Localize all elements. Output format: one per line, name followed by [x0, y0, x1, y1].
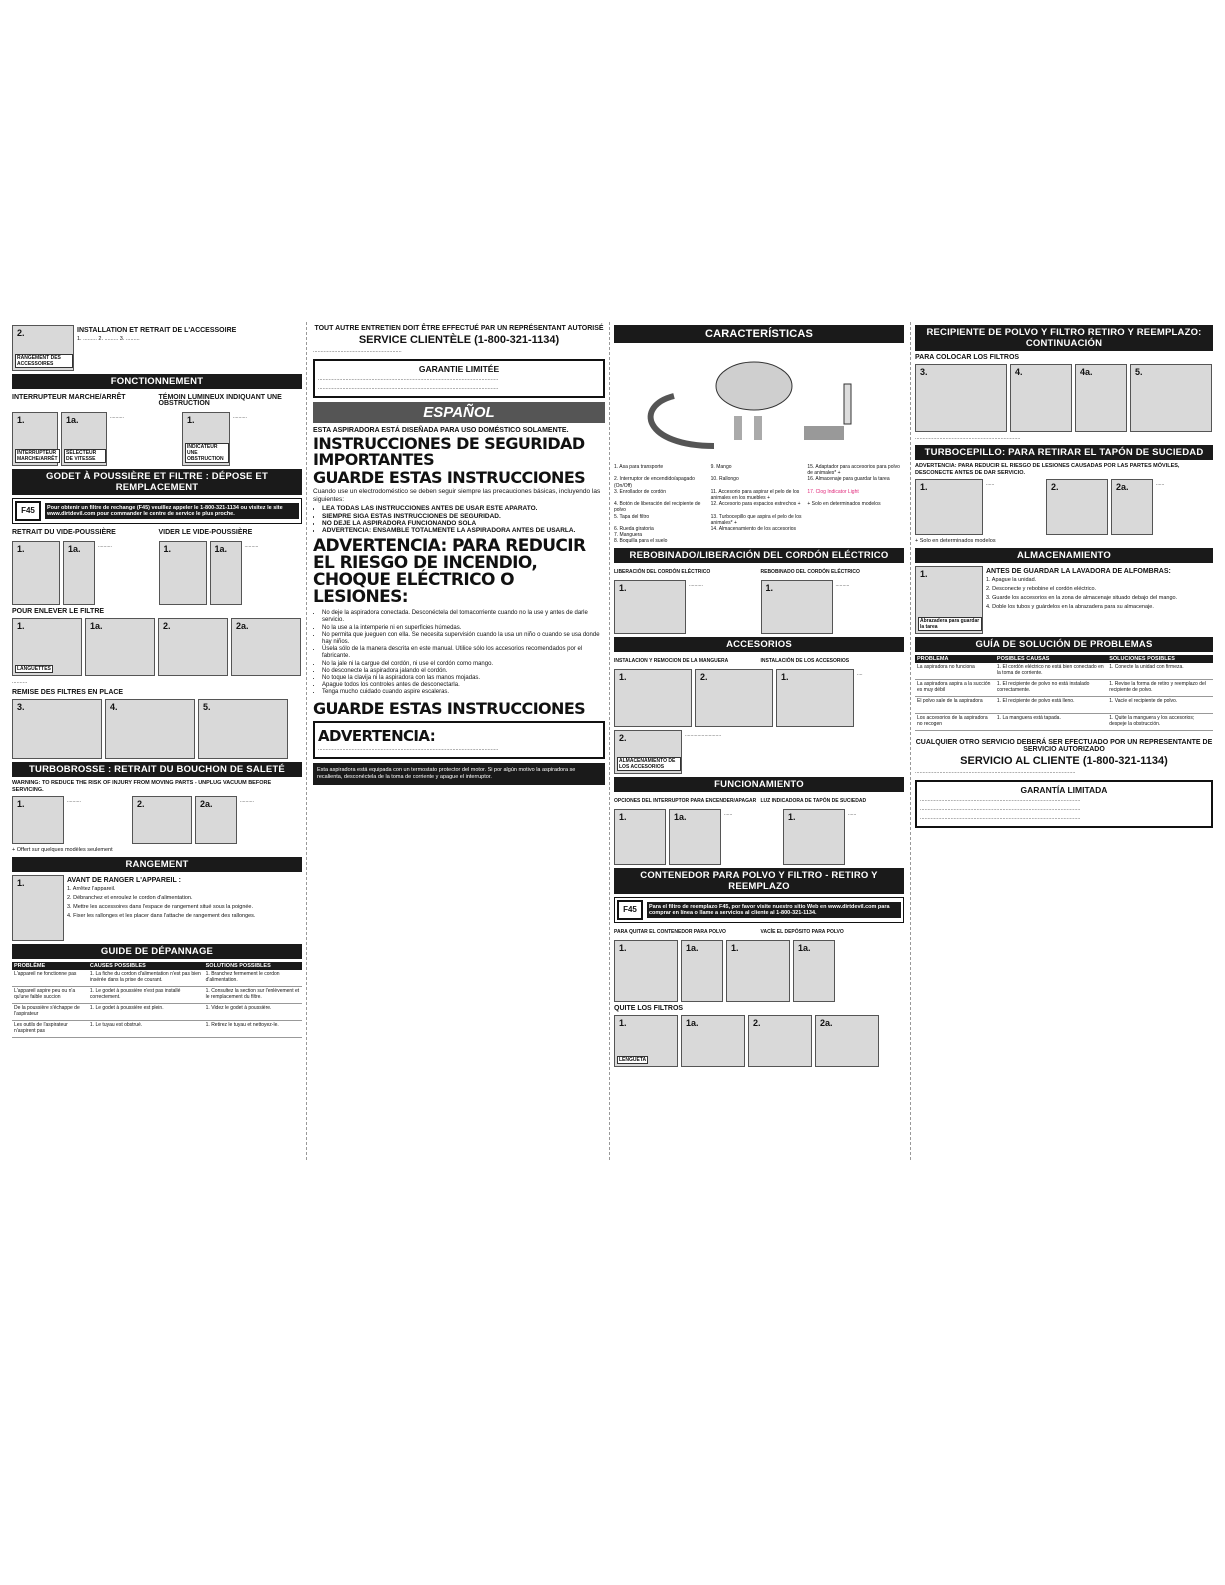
list-item: • No permita que jueguen con ella. Se necesita supervisión cuando la usa un niño o cuando se usa donde hay niños.: [322, 632, 605, 646]
section-turbobrosse: TURBOBROSSE : RETRAIT DU BOUCHON DE SALETÉ: [12, 762, 302, 777]
cord-photo: 1.: [614, 580, 686, 634]
list-item: • Apague todos los controles antes de desconectarla.: [322, 682, 605, 689]
filter-photo: 4a.: [1075, 364, 1127, 432]
section-almacenamiento: ALMACENAMIENTO: [915, 548, 1213, 563]
section-depannage: GUIDE DE DÉPANNAGE: [12, 944, 302, 959]
table-cell: La aspiradora no funciona: [915, 663, 995, 680]
table-cell: 1. Consultez la section sur l'enlèvement et le remplacement du filtre.: [204, 987, 302, 1004]
list-item: • LEA TODAS LAS INSTRUCCIONES ANTES DE USAR ESTE APARATO.: [322, 505, 605, 512]
filter-photo: 1a.: [85, 618, 155, 676]
manual-sheet: [0, 322, 1225, 1160]
section-fonctionnement: FONCTIONNEMENT: [12, 374, 302, 389]
safety-heading-2: GUARDE ESTAS INSTRUCCIONES: [313, 468, 586, 488]
service-phone: SERVICE CLIENTÈLE (1-800-321-1134): [358, 334, 560, 346]
switch-photo: 1a.: [669, 809, 721, 865]
filter-photo: 1a.: [681, 1015, 745, 1067]
filter-photo: 1. LANGUETTES: [12, 618, 82, 676]
list-item: • SIEMPRE SIGA ESTAS INSTRUCCIONES DE SEGURIDAD.: [322, 513, 605, 520]
table-row: [12, 1021, 302, 1038]
table-cell: Les outils de l'aspirateur n'aspirent pas: [12, 1021, 88, 1038]
troubleshooting-table-es: [915, 655, 1213, 731]
section-funcionamiento: FUNCIONAMIENTO: [614, 777, 904, 792]
table-row: [12, 987, 302, 1004]
section-cord: REBOBINADO/LIBERACIÓN DEL CORDÓN ELÉCTRICO: [614, 548, 904, 563]
table-cell: SOLUTIONS POSSIBLES: [204, 962, 302, 970]
fold-line: [910, 322, 911, 1160]
storage-photo: 1.: [12, 875, 64, 941]
column-spanish-features: CARACTERÍSTICAS 1. Asa para transporte 9. Mango 15. Adaptador para accesorios para polvo de animales* + 2. Interruptor de encendido/apagado (On/Off) 10. Rallongo 16. Almacenaje para guardar la tarea 3. Enrollador de cordón 11. Accesorio para aspirar el pelo de los animales en los muebles + 17. Clog Indicator Light 4. Botón de liberación del recipiente de polvo 12. Accesorio para espacios estrechos + + Solo en determinados modelos 5. Tapa del filtro 13. Turbocepillo que aspira el pelo de los animales* + 6. Rueda giratoria 14. Almacenamiento de los accesorios 7. Manguera 8. Boquilla para el suelo REBOBINADO/LIBERACIÓN DEL CORDÓN ELÉCTRICO LIBERACIÓN DEL CORDÓN ELÉCTRICO REBOBINADO DEL CORDÓN ELÉCTRICO 1. .......... 1. .......... ACCESORIOS INSTALACION Y REMOCION DE LA MANGUERA INSTALACIÓN DE LOS ACCESORIOS 1. 2. 1. .... 2. ALMACENAMIENTO DE LOS ACCESORIOS .......................... FUNCIONAMIENTO OPCIONES DEL INTERRUPTOR PARA ENCENDER/APAGAR LUZ INDICADORA DE TAPÓN DE SUCIEDAD 1. 1a. ...... 1. ...... CONTENEDOR PARA POLVO Y FILTRO - RETIRO Y REEMPLAZO F45 Para el filtro de reemplazo F45, por favor visite nuestro sitio Web en www.dirtdevil.com para comprar en línea o llame a servicios al cliente al 1-800-321-1134. PARA QUITAR EL CONTENEDOR PARA POLVO VACÍE EL DEPÓSITO PARA POLVO 1. 1a. 1. 1a. QUITE LOS FILTROS 1. LENGÜETA 1a. 2. 2a.: [614, 322, 904, 1160]
column-spanish-safety: TOUT AUTRE ENTRETIEN DOIT ÊTRE EFFECTUÉ PAR UN REPRÉSENTANT AUTORISÉ SERVICE CLIENTÈLE (1-800-321-1134) .......................................................... GARANTIE LIMITÉE ...................................................................................................................... ...................................................................................................................... ESPAÑOL ESTA ASPIRADORA ESTÁ DISEÑADA PARA USO DOMÉSTICO SOLAMENTE. INSTRUCCIONES DE SEGURIDAD IMPORTANTES GUARDE ESTAS INSTRUCCIONES Cuando use un electrodoméstico se deben seguir siempre las precauciones básicas, incluyendo las siguientes: • LEA TODAS LAS INSTRUCCIONES ANTES DE USAR ESTE APARATO. • SIEMPRE SIGA ESTAS INSTRUCCIONES DE SEGURIDAD. • NO DEJE LA ASPIRADORA FUNCIONANDO SOLA • ADVERTENCIA: ENSAMBLE TOTALMENTE LA ASPIRADORA ANTES DE USARLA. ADVERTENCIA: PARA REDUCIR EL RIESGO DE INCENDIO, CHOQUE ELÉCTRICO O LESIONES: • No deje la aspiradora conectada. Desconéctela del tomacorriente cuando no la use y antes de darle servicio. • No la use a la intemperie ni en superficies húmedas. • No permita que jueguen con ella. Se necesita supervisión cuando la usa un niño o cuando se usa donde hay niños. • Úsela sólo de la manera descrita en este manual. Utilice sólo los accesorios recomendados por el fabricante. • No la jale ni la cargue del cordón, ni use el cordón como mango. • No desconecte la aspiradora jalando el cordón. • No toque la clavija ni la aspiradora con las manos mojadas. • Apague todos los controles antes de desconectarla. • Tenga mucho cuidado cuando aspire escaleras. GUARDE ESTAS INSTRUCCIONES ADVERTENCIA: ...................................................................................................................... Esta aspiradora está equipada con un termostato protector del motor. Si por algún motivo la aspiradora se recalienta, desconéctela de la toma de corriente y apague el interruptor.: [313, 322, 605, 1160]
list-item: • ADVERTENCIA: ENSAMBLE TOTALMENTE LA ASPIRADORA ANTES DE USARLA.: [322, 527, 605, 534]
warranty-box-fr: GARANTIE LIMITÉE ...................................................................................................................... ......................................................................................................................: [313, 359, 605, 399]
table-cell: POSIBLES CAUSAS: [995, 655, 1107, 663]
filter-photo: 3.: [915, 364, 1007, 432]
section-contenedor: CONTENEDOR PARA POLVO Y FILTRO - RETIRO Y REEMPLAZO: [614, 868, 904, 894]
table-cell: 1. Revise la forma de retiro y reemplazo del recipiente de polvo.: [1107, 680, 1213, 697]
indicator-photo: 1.: [783, 809, 845, 865]
list-item: • No la use a la intemperie ni en superficies húmedas.: [322, 625, 605, 632]
table-cell: 1. Branchez fermement le cordon d'alimentation.: [204, 970, 302, 987]
section-recipiente: RECIPIENTE DE POLVO Y FILTRO RETIRO Y REEMPLAZO: CONTINUACIÓN: [915, 325, 1213, 351]
indicator-photo: 1. INDICATEUR UNE OBSTRUCTION: [182, 412, 230, 466]
table-row: [915, 697, 1213, 714]
switch-photo: 1.: [614, 809, 666, 865]
column-french: 2. RANGEMENT DES ACCESSOIRES INSTALLATION ET RETRAIT DE L'ACCESSOIRE 1. ......... 2. ......... 3. ......... FONCTIONNEMENT INTERRUPTEUR MARCHE/ARRÊT TÉMOIN LUMINEUX INDIQUANT UNE OBSTRUCTION 1. INTERRUPTEUR MARCHE/ARRÊT 1a. SÉLECTEUR DE VITESSE .......... 1. INDICATEUR UNE OBSTRUCTION .......... GODET À POUSSIÈRE ET FILTRE : DÉPOSE ET REMPLACEMENT F45 Pour obtenir un filtre de rechange (F45) veuillez appeler le 1-800-321-1134 ou visitez le site www.dirtdevil.com pour commander le centre de service le plus proche. RETRAIT DU VIDE-POUSSIÈRE VIDER LE VIDE-POUSSIÈRE 1. 1a. .......... 1. 1a. .......... POUR ENLEVER LE FILTRE 1. LANGUETTES 1a. 2. 2a. .......... REMISE DES FILTRES EN PLACE 3. 4. 5. TURBOBROSSE : RETRAIT DU BOUCHON DE SALETÉ WARNING: TO REDUCE THE RISK OF INJURY FROM MOVING PARTS - UNPLUG VACUUM BEFORE SERVICING. 1. .......... 2. 2a. .......... + Offert sur quelques modèles seulement RANGEMENT 1. AVANT DE RANGER L'APPAREIL : 1. Arrêtez l'appareil. 2. Débranchez et enroulez le cordon d'alimentation. 3. Mettre les accessoires dans l'espace de rangement situé sous la poignée. 4. Fixer les rallonges et les placer dans l'attache de rangement des rallonges. GUIDE DE DÉPANNAGE PROBLÈME CAUSES POSSIBLES SOLUTIONS POSSIBLES L'appareil ne fonctionne pas 1. La fiche du cordon d'alimentation n'est pas bien insérée dans la prise de courant. 1. Branchez fermement le cordon d'alimentation. L'appareil aspire peu ou n'a qu'une faible succion 1. Le godet à poussière n'est pas installé correctement. 1. Consultez la section sur l'enlèvement et le remplacement du filtre. De la poussière s'échappe de l'aspirateur 1. Le godet à poussière est plein. 1. Videz le godet à poussière. Les outils de l'aspirateur n'aspirent pas 1. Le tuyau est obstrué. 1. Retirez le tuyau et nettoyez-le.: [12, 322, 302, 1160]
list-item: • Tenga mucho cuidado cuando aspire escaleras.: [322, 689, 605, 696]
table-cell: 1. El recipiente de polvo no está instalado correctamente.: [995, 680, 1107, 697]
table-cell: 1. El recipiente de polvo está lleno.: [995, 697, 1107, 714]
table-row: [915, 714, 1213, 731]
bin-photo: 1a.: [793, 940, 835, 1002]
column-spanish-maintenance: RECIPIENTE DE POLVO Y FILTRO RETIRO Y REEMPLAZO: CONTINUACIÓN PARA COLOCAR LOS FILTROS 3. 4. 4a. 5. ..................................................................... TURBOCEPILLO: PARA RETIRAR EL TAPÓN DE SUCIEDAD ADVERTENCIA: PARA REDUCIR EL RIESGO DE LESIONES CAUSADAS POR LAS PARTES MÓVILES, DESCONECTE ANTES DE DAR SERVICIO. 1. ...... 2. 2a. ...... + Solo en determinados modelos ALMACENAMIENTO 1. Abrazadera para guardar la tarea ANTES DE GUARDAR LA LAVADORA DE ALFOMBRAS: 1. Apague la unidad. 2. Desconecte y rebobine el cordón eléctrico. 3. Guarde los accesorios en la zona de almacenaje situado debajo del mango. 4. Doble los tubos y guárdelos en la abrazadera para su almacenaje. GUÍA DE SOLUCIÓN DE PROBLEMAS PROBLEMA POSIBLES CAUSAS SOLUCIONES POSIBLES La aspiradora no funciona 1. El cordón eléctrico no está bien conectado en la toma de corriente. 1. Conecte la unidad con firmeza. La aspiradora aspira a la succión es muy débil 1. El recipiente de polvo no está instalado correctamente. 1. Revise la forma de retiro y reemplazo del recipiente de polvo. El polvo sale de la aspiradora 1. El recipiente de polvo está lleno. 1. Vacíe el recipiente de polvo. Los accesorios de la aspiradora no recogen 1. La manguera está tapada. 1. Quite la manguera y los accesorios; despeje la obstrucción. CUALQUIER OTRO SERVICIO DEBERÁ SER EFECTUADO POR UN REPRESENTANTE DE SERVICIO AUTORIZADO SERVICIO AL CLIENTE (1-800-321-1134) ......................................................................................................... GARANTÍA LIMITADA ......................................................................................................... ......................................................................................................... .........................................................................................................: [915, 322, 1213, 1160]
service-phone: SERVICIO AL CLIENTE (1-800-321-1134): [960, 755, 1168, 768]
turbo-photo: 2a.: [195, 796, 237, 844]
table-row: [12, 1004, 302, 1021]
warranty-box-es: GARANTÍA LIMITADA ......................................................................................................... ......................................................................................................... .........................................................................................................: [915, 780, 1213, 828]
step-photo: 1a.: [210, 541, 242, 605]
filter-photo: 2a.: [815, 1015, 879, 1067]
section-caracteristicas: CARACTERÍSTICAS: [614, 325, 904, 343]
safety-heading: INSTRUCCIONES DE SEGURIDAD IMPORTANTES: [313, 434, 585, 470]
bin-photo: 1a.: [681, 940, 723, 1002]
hose-photo: 1.: [614, 669, 692, 727]
thermostat-notice: Esta aspiradora está equipada con un termostato protector del motor. Si por algún motivo la aspiradora se recalienta, desconéctela de la toma de corriente y apague el interruptor.: [313, 763, 605, 785]
table-cell: De la poussière s'échappe de l'aspirateur: [12, 1004, 88, 1021]
list-item: • Úsela sólo de la manera descrita en este manual. Utilice sólo los accesorios recomendados por el fabricante.: [322, 646, 605, 660]
fold-line: [306, 322, 307, 1160]
table-cell: 1. La manguera está tapada.: [995, 714, 1107, 731]
f45-filter-notice: F45 Para el filtro de reemplazo F45, por favor visite nuestro sitio Web en www.dirtdevil.com para comprar en línea o llame a servicios al cliente al 1-800-321-1134.: [614, 897, 904, 923]
bin-photo: 1.: [614, 940, 678, 1002]
safety-bullets-bold: [313, 505, 605, 534]
list-item: • No desconecte la aspiradora jalando el cordón.: [322, 668, 605, 675]
table-cell: 1. La fiche du cordon d'alimentation n'est pas bien insérée dans la prise de courant.: [88, 970, 204, 987]
filter-photo: 2.: [158, 618, 228, 676]
hose-photo: 2.: [695, 669, 773, 727]
table-row: [915, 663, 1213, 680]
filter-photo: 3.: [12, 699, 102, 759]
section-turbocepillo: TURBOCEPILLO: PARA RETIRAR EL TAPÓN DE SUCIEDAD: [915, 445, 1213, 460]
list-item: • No toque la clavija ni la aspiradora con las manos mojadas.: [322, 675, 605, 682]
filter-photo: 5.: [198, 699, 288, 759]
section-rangement: RANGEMENT: [12, 857, 302, 872]
parts-list: 1. Asa para transporte 9. Mango 15. Adaptador para accesorios para polvo de animales* + 2. Interruptor de encendido/apagado (On/Off) 10. Rallongo 16. Almacenaje para guardar la tarea 3. Enrollador de cordón 11. Accesorio para aspirar el pelo de los animales en los muebles + 17. Clog Indicator Light 4. Botón de liberación del recipiente de polvo 12. Accesorio para espacios estrechos + + Solo en determinados modelos 5. Tapa del filtro 13. Turbocepillo que aspira el pelo de los animales* + 6. Rueda giratoria 14. Almacenamiento de los accesorios 7. Manguera 8. Boquilla para el suelo: [614, 464, 900, 545]
advertencia-heading: ADVERTENCIA: PARA REDUCIR EL RIESGO DE INCENDIO, CHOQUE ELÉCTRICO O LESIONES:: [313, 536, 586, 608]
table-cell: 1. Videz le godet à poussière.: [204, 1004, 302, 1021]
table-cell: 1. Quite la manguera y los accesorios; despeje la obstrucción.: [1107, 714, 1213, 731]
step-photo: 1.: [12, 541, 60, 605]
section-godet: GODET À POUSSIÈRE ET FILTRE : DÉPOSE ET REMPLACEMENT: [12, 469, 302, 495]
list-item: • No la jale ni la cargue del cordón, ni use el cordón como mango.: [322, 661, 605, 668]
turbo-photo: 2a.: [1111, 479, 1153, 535]
table-cell: La aspiradora aspira a la succión es muy débil: [915, 680, 995, 697]
section-guia: GUÍA DE SOLUCIÓN DE PROBLEMAS: [915, 637, 1213, 652]
table-cell: 1. Le godet à poussière est plein.: [88, 1004, 204, 1021]
table-cell: 1. Le godet à poussière n'est pas installé correctement.: [88, 987, 204, 1004]
filter-photo: 4.: [1010, 364, 1072, 432]
table-row: [12, 962, 302, 970]
filter-photo: 1. LENGÜETA: [614, 1015, 678, 1067]
turbo-photo: 1.: [915, 479, 983, 535]
filter-photo: 2.: [748, 1015, 812, 1067]
filter-photo: 4.: [105, 699, 195, 759]
table-cell: SOLUCIONES POSIBLES: [1107, 655, 1213, 663]
safety-bullets: [313, 610, 605, 696]
install-title: INSTALLATION ET RETRAIT DE L'ACCESSOIRE: [77, 327, 237, 334]
table-row: [915, 655, 1213, 663]
turbo-photo: 1.: [12, 796, 64, 844]
turbo-photo: 2.: [1046, 479, 1108, 535]
cord-photo: 1.: [761, 580, 833, 634]
advertencia-box: ADVERTENCIA: ......................................................................................................................: [313, 721, 605, 760]
espanol-banner: ESPAÑOL: [313, 402, 605, 423]
table-cell: L'appareil aspire peu ou n'a qu'une faible succion: [12, 987, 88, 1004]
table-row: [12, 970, 302, 987]
accessory-storage-photo: 2. RANGEMENT DES ACCESSOIRES: [12, 325, 74, 371]
table-cell: 1. El cordón eléctrico no está bien conectado en la toma de corriente.: [995, 663, 1107, 680]
list-item: • NO DEJE LA ASPIRADORA FUNCIONANDO SOLA: [322, 520, 605, 527]
switch-photo: 1. INTERRUPTEUR MARCHE/ARRÊT: [12, 412, 58, 466]
table-cell: L'appareil ne fonctionne pas: [12, 970, 88, 987]
troubleshooting-table-fr: [12, 962, 302, 1038]
storage-photo: 2. ALMACENAMIENTO DE LOS ACCESORIOS: [614, 730, 682, 774]
step-photo: 1.: [159, 541, 207, 605]
step-photo: 1a.: [63, 541, 95, 605]
table-cell: PROBLÈME: [12, 962, 88, 970]
filter-photo: 2a.: [231, 618, 301, 676]
f45-icon: F45: [15, 501, 41, 521]
storage-photo: 1. Abrazadera para guardar la tarea: [915, 566, 983, 634]
table-cell: 1. Conecte la unidad con firmeza.: [1107, 663, 1213, 680]
table-cell: El polvo sale de la aspiradora: [915, 697, 995, 714]
section-accesorios: ACCESORIOS: [614, 637, 904, 652]
turbo-photo: 2.: [132, 796, 192, 844]
bin-photo: 1.: [726, 940, 790, 1002]
table-cell: CAUSES POSSIBLES: [88, 962, 204, 970]
f45-icon: F45: [617, 900, 643, 920]
filter-photo: 5.: [1130, 364, 1212, 432]
table-cell: 1. Le tuyau est obstrué.: [88, 1021, 204, 1038]
fold-line: [609, 322, 610, 1160]
table-cell: PROBLEMA: [915, 655, 995, 663]
selector-photo: 1a. SÉLECTEUR DE VITESSE: [61, 412, 107, 466]
table-row: [915, 680, 1213, 697]
table-cell: 1. Retirez le tuyau et nettoyez-le.: [204, 1021, 302, 1038]
list-item: • No deje la aspiradora conectada. Desconéctela del tomacorriente cuando no la use y antes de darle servicio.: [322, 610, 605, 624]
f45-filter-notice: F45 Pour obtenir un filtre de rechange (F45) veuillez appeler le 1-800-321-1134 ou visitez le site www.dirtdevil.com pour commander le centre de service le plus proche.: [12, 498, 302, 524]
hose-photo: 1.: [776, 669, 854, 727]
table-cell: 1. Vacíe el recipiente de polvo.: [1107, 697, 1213, 714]
table-cell: Los accesorios de la aspiradora no recogen: [915, 714, 995, 731]
vacuum-diagram: [614, 346, 904, 456]
